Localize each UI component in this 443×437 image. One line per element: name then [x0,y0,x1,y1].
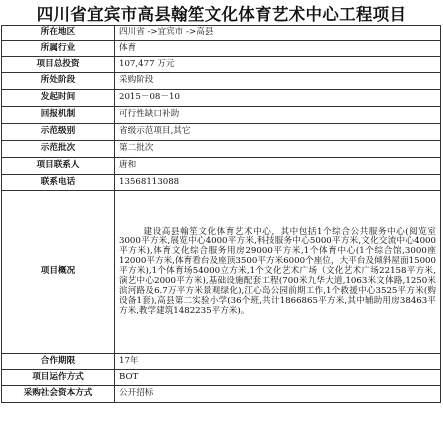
table-row [2,107,441,124]
row-value: 可行性缺口补助 [115,107,441,124]
row-value: 13568113088 [115,175,441,191]
table-row [2,370,441,386]
overview-body: 建设高县翰笙文化体育艺术中心，其中包括1个综合公共服务中心(阅览室3000平方米,展览中心4000平方米,科技服务中心5000平方米,文化交流中心4000平方米),体育文化综合服务用房29000平方米,1个体育中心(1个综合馆,3000座12000平方米,体育看台及座顶3500平方米6000个座位，大平台及倾斜屋面15000平方米),1个体育场54000立方米,1个文化艺术广场（文化艺术广场22158平方米,演艺中心2000平方米),基础设施配套工程(700米九华大道,1063米文体路,1250米滨河路及6.7万平方米景观绿化),江心岛公园前期工作,1个救援中心3525平方米(购设备1套),高县第二实验小学(36个班,共计1866865平方米,其中辅助用房38463平方米,教学建筑1482235平方米)。 [119,226,436,316]
project-overview-text [115,191,441,354]
row-value: 107,477 万元 [115,57,441,73]
row-value: 公开招标 [115,386,441,403]
table-row [2,41,441,57]
table-row [2,26,441,41]
page-title: 四川省宜宾市高县翰笙文化体育艺术中心工程项目 [36,4,407,24]
row-label: 采购社会资本方式 [2,386,115,403]
row-label: 项目概况 [2,191,115,354]
table-row [2,90,441,107]
row-label: 合作期限 [2,354,115,370]
row-label: 发起时间 [2,90,115,107]
table-row [2,175,441,191]
row-label: 联系电话 [2,175,115,191]
row-label: 所属行业 [2,41,115,57]
row-label: 项目联系人 [2,158,115,175]
project-info-table [1,25,441,403]
row-label: 所处阶段 [2,73,115,90]
table-row [2,158,441,175]
table-row [2,354,441,370]
row-value: 采购阶段 [115,73,441,90]
table-row [2,141,441,158]
row-value: 四川省 ->宜宾市 ->高县 [115,26,441,41]
row-value: 体育 [115,41,441,57]
row-label: 所在地区 [2,26,115,41]
row-value: 17年 [115,354,441,370]
row-label: 示范批次 [2,141,115,158]
row-value: BOT [115,370,441,386]
table-row [2,73,441,90]
row-value: 第二批次 [115,141,441,158]
row-value: 2015－08－10 [115,90,441,107]
row-value: 唐和 [115,158,441,175]
table-row [2,191,441,354]
row-label: 示范级别 [2,124,115,141]
table-row [2,386,441,403]
row-label: 回报机制 [2,107,115,124]
row-value: 省级示范项目,其它 [115,124,441,141]
row-label: 项目运作方式 [2,370,115,386]
row-label: 项目总投资 [2,57,115,73]
table-row [2,124,441,141]
table-row [2,57,441,73]
